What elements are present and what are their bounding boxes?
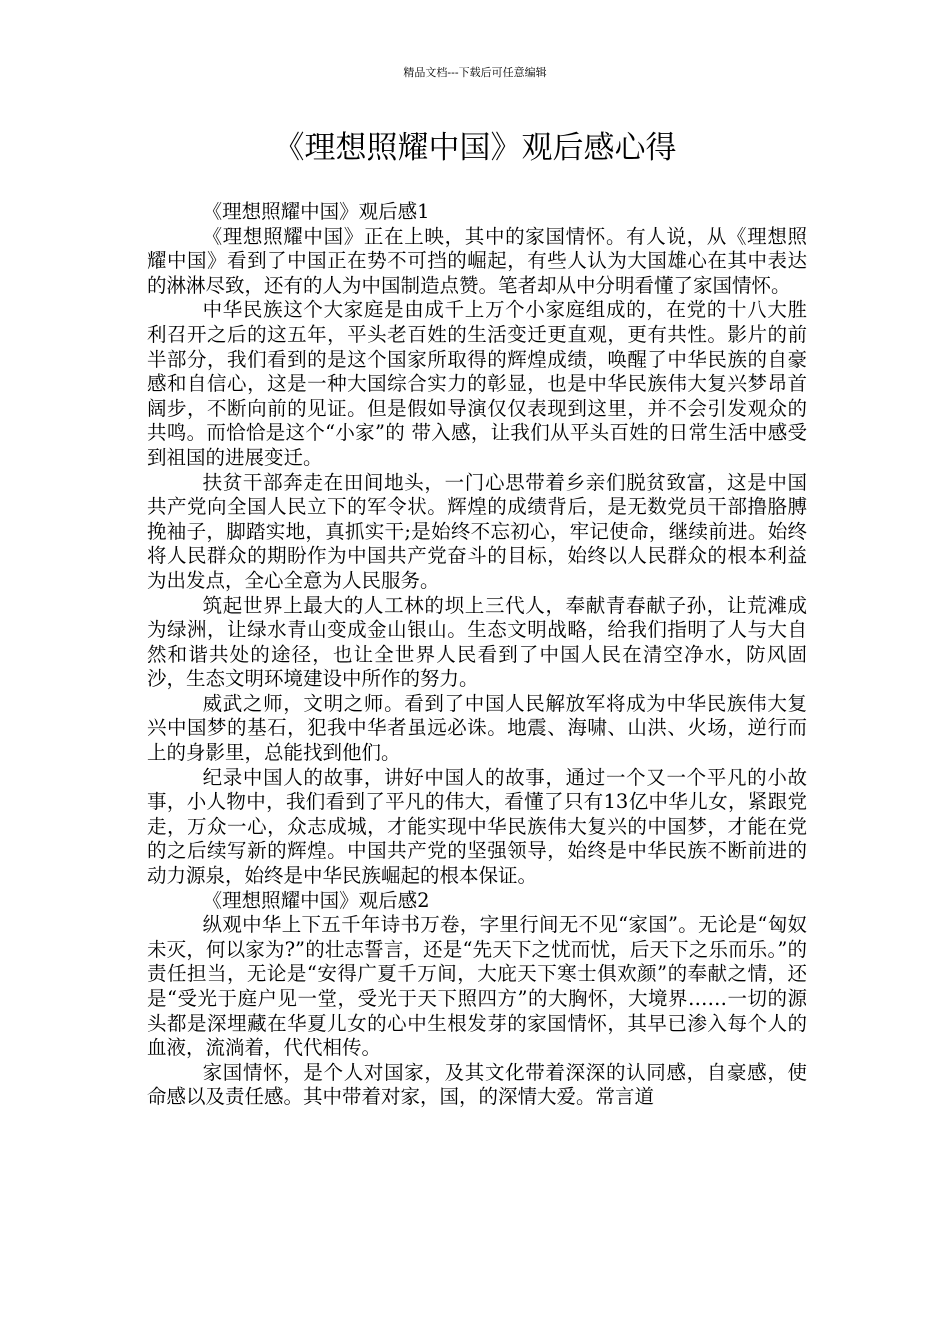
section-heading-2: 《理想照耀中国》观后感2 — [202, 888, 430, 912]
paragraph: 威武之师，文明之师。看到了中国人民解放军将成为中华民族伟大复兴中国梦的基石，犯我中华者虽远必诛。地震、海啸、山洪、火场，逆行而上的身影里，总能找到他们。 — [147, 691, 807, 765]
paragraph: 纵观中华上下五千年诗书万卷，字里行间无不见“家国”。无论是“匈奴未灭，何以家为?”的壮志誓言，还是“先天下之忧而忧，后天下之乐而乐。”的责任担当，无论是“安得广夏千万间，大庇天下寒士俱欢颜”的奉献之情，还是“受光于庭户见一堂，受光于天下照四方”的大胸怀，大境界……一切的源头都是深埋藏在华夏儿女的心中生根发芽的家国情怀，其早已渗入每个人的血液，流淌着，代代相传。 — [147, 913, 807, 1060]
section-heading-1: 《理想照耀中国》观后感1 — [202, 200, 430, 223]
paragraph: 中华民族这个大家庭是由成千上万个小家庭组成的，在党的十八大胜利召开之后的这五年，平头老百姓的生活变迁更直观，更有共性。影片的前半部分，我们看到的是这个国家所取得的辉煌成绩，唤醒了中华民族的自豪感和自信心，这是一种大国综合实力的彰显，也是中华民族伟大复兴梦昂首阔步，不断向前的见证。但是假如导演仅仅表现到这里，并不会引发观众的共鸣。而恰恰是这个“小家”的 带入感，让我们从平头百姓的日常生活中感受到祖国的进展变迁。 — [147, 298, 807, 469]
paragraph: 《理想照耀中国》正在上映，其中的家国情怀。有人说，从《理想照耀中国》看到了中国正在势不可挡的崛起，有些人认为大国雄心在其中表达的淋淋尽致，还有的人为中国制造点赞。笔者却从中分明看懂了家国情怀。 — [147, 224, 807, 297]
paragraph: 纪录中国人的故事，讲好中国人的故事，通过一个又一个平凡的小故事，小人物中，我们看到了平凡的伟大，看懂了只有13亿中华儿女，紧跟党走，万众一心，众志成城，才能实现中华民族伟大复兴的中国梦，才能在党的之后续写新的辉煌。中国共产党的坚强领导，始终是中华民族不断前进的动力源泉，始终是中华民族崛起的根本保证。 — [147, 765, 807, 888]
paragraph: 筑起世界上最大的人工林的坝上三代人，奉献青春献子孙，让荒滩成为绿洲，让绿水青山变成金山银山。生态文明战略，给我们指明了人与大自然和谐共处的途径，也让全世界人民看到了中国人民在清空净水，防风固沙，生态文明环境建设中所作的努力。 — [147, 593, 807, 691]
paragraph: 扶贫干部奔走在田间地头，一门心思带着乡亲们脱贫致富，这是中国共产党向全国人民立下的军令状。辉煌的成绩背后，是无数党员干部撸胳膊挽袖子，脚踏实地，真抓实干;是始终不忘初心，牢记使命，继续前进。始终将人民群众的期盼作为中国共产党奋斗的目标，始终以人民群众的根本利益为出发点，全心全意为人民服务。 — [147, 470, 807, 592]
document-title: 《理想照耀中国》观后感心得 — [273, 130, 677, 166]
paragraph: 家国情怀，是个人对国家，及其文化带着深深的认同感，自豪感，使命感以及责任感。其中带着对家，国，的深情大爱。常言道 — [147, 1060, 807, 1109]
document-body — [147, 200, 807, 1110]
page-header-note: 精品文档---下载后可任意编辑 — [403, 66, 547, 79]
